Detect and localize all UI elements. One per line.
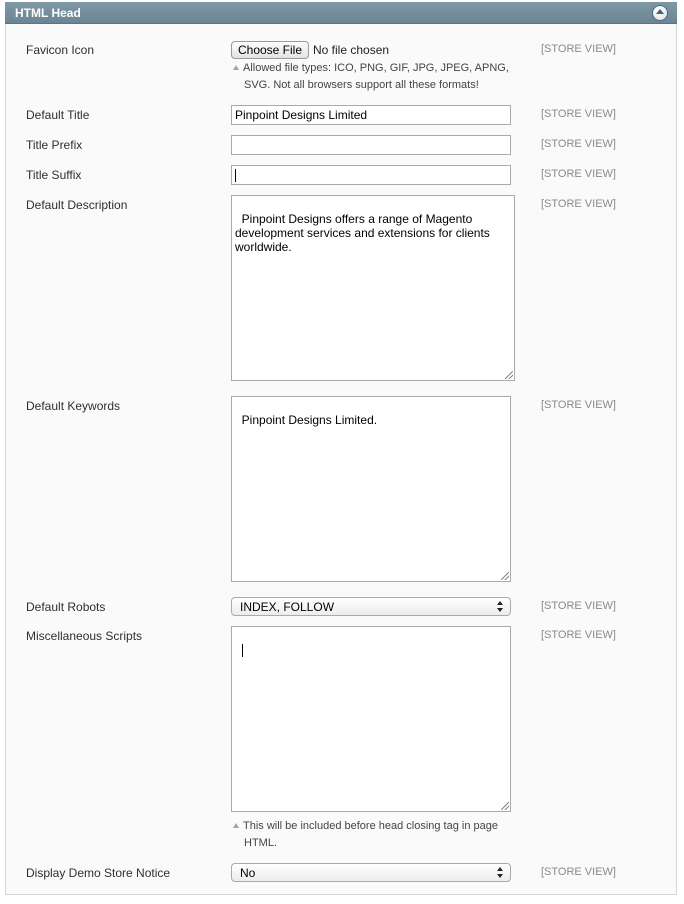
default-description-scope: [STORE VIEW] bbox=[541, 198, 616, 210]
resize-grip-icon[interactable] bbox=[501, 572, 509, 580]
default-keywords-textarea[interactable] bbox=[231, 396, 511, 582]
file-status-text: No file chosen bbox=[313, 43, 390, 57]
misc-scripts-note-line2: HTML. bbox=[244, 837, 277, 849]
default-robots-label: Default Robots bbox=[26, 600, 106, 614]
section-header[interactable] bbox=[5, 2, 677, 24]
default-title-label: Default Title bbox=[26, 108, 90, 122]
default-description-label: Default Description bbox=[26, 198, 128, 212]
favicon-note-line2: SVG. Not all browsers support all these formats! bbox=[244, 79, 479, 91]
title-suffix-scope: [STORE VIEW] bbox=[541, 168, 616, 180]
favicon-label: Favicon Icon bbox=[26, 43, 95, 57]
demo-notice-value: No bbox=[240, 866, 256, 880]
title-suffix-input[interactable] bbox=[231, 165, 511, 185]
misc-scripts-label: Miscellaneous Scripts bbox=[26, 629, 143, 643]
select-arrows-icon bbox=[497, 601, 504, 612]
misc-scripts-note bbox=[233, 818, 523, 852]
misc-scripts-textarea[interactable] bbox=[231, 626, 511, 812]
select-arrows-icon bbox=[497, 867, 504, 878]
default-title-scope: [STORE VIEW] bbox=[541, 108, 616, 120]
demo-notice-label: Display Demo Store Notice bbox=[26, 866, 171, 880]
note-triangle-icon bbox=[233, 823, 239, 828]
default-keywords-scope: [STORE VIEW] bbox=[541, 399, 616, 411]
favicon-scope: [STORE VIEW] bbox=[541, 43, 616, 55]
favicon-note-line1: Allowed file types: ICO, PNG, GIF, JPG, JPEG, APNG, bbox=[243, 62, 509, 74]
default-description-value: Pinpoint Designs offers a range of Magento development services and extensions for clients worldwide. bbox=[235, 212, 494, 254]
title-prefix-input[interactable] bbox=[231, 135, 511, 155]
section-title: HTML Head bbox=[15, 6, 81, 20]
misc-scripts-scope: [STORE VIEW] bbox=[541, 629, 616, 641]
demo-notice-scope: [STORE VIEW] bbox=[541, 866, 616, 878]
collapse-icon[interactable] bbox=[653, 6, 667, 20]
default-robots-value: INDEX, FOLLOW bbox=[240, 600, 335, 614]
text-cursor bbox=[235, 169, 236, 182]
note-triangle-icon bbox=[233, 65, 239, 70]
default-keywords-value: Pinpoint Designs Limited. bbox=[241, 413, 378, 427]
favicon-note bbox=[233, 60, 523, 94]
title-prefix-label: Title Prefix bbox=[26, 138, 83, 152]
text-cursor bbox=[242, 644, 243, 657]
default-description-textarea[interactable] bbox=[231, 195, 515, 381]
resize-grip-icon[interactable] bbox=[505, 371, 513, 379]
title-suffix-label: Title Suffix bbox=[26, 168, 82, 182]
default-title-input[interactable]: Pinpoint Designs Limited bbox=[231, 105, 511, 125]
demo-notice-select[interactable] bbox=[231, 863, 511, 882]
resize-grip-icon[interactable] bbox=[501, 802, 509, 810]
default-robots-select[interactable] bbox=[231, 597, 511, 616]
misc-scripts-note-line1: This will be included before head closing tag in page bbox=[243, 820, 498, 832]
choose-file-button[interactable]: Choose File bbox=[231, 41, 309, 59]
default-keywords-label: Default Keywords bbox=[26, 399, 121, 413]
title-prefix-scope: [STORE VIEW] bbox=[541, 138, 616, 150]
default-robots-scope: [STORE VIEW] bbox=[541, 600, 616, 612]
